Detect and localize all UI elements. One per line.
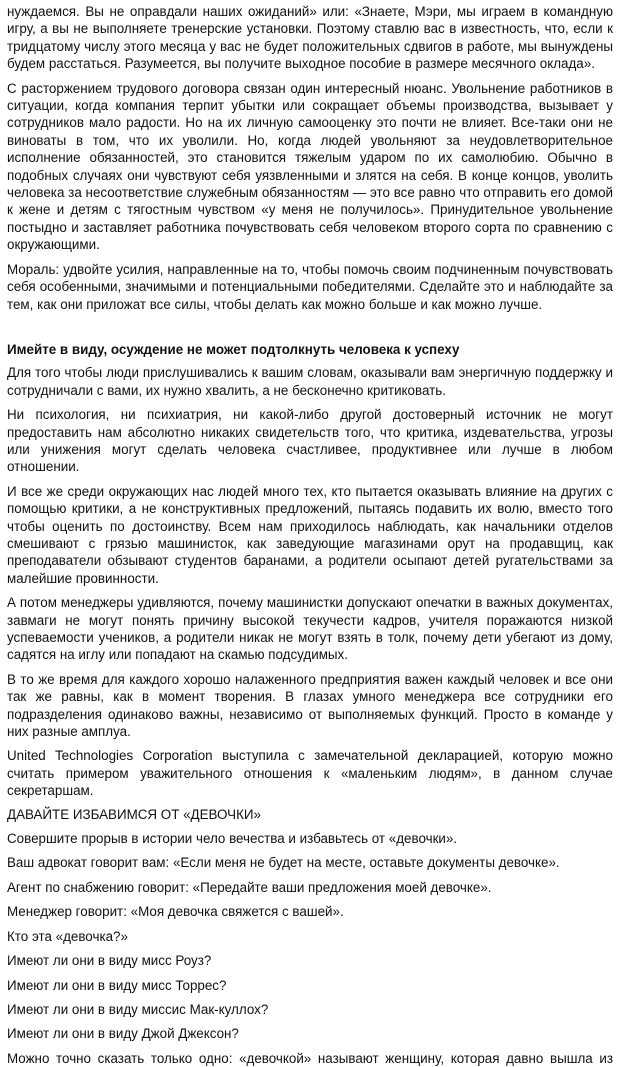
line: Имеют ли они в виду миссис Мак-куллох? — [7, 1001, 269, 1017]
section-heading: Имейте в виду, осуждение не может подтолкнуть человека к успеху — [7, 341, 460, 357]
line: Имеют ли они в виду мисс Роуз? — [7, 953, 212, 969]
line: Агент по снабжению говорит: «Передайте ваши предложения моей девочке». — [7, 879, 492, 895]
paragraph: В то же время для каждого хорошо налаженного предприятия важен каждый человек и все они так же равны, как в момент творения. В глазах умного менеджера все сотрудники его подразделения одинаково важны, независимо от выполняемых функций. Просто в команде у них разные амплуа. — [7, 671, 613, 740]
line: Кто эта «девочка?» — [7, 928, 128, 944]
paragraph: нуждаемся. Вы не оправдали наших ожиданий» или: «Знаете, Мэри, мы играем в командную игру, а вы не выполняете тренерские установки. Поэтому ставлю вас в известность, что, если к тридцатому числу этого месяца у вас не будет положительных сдвигов в работе, мы вынуждены будем расстаться. Разумеется, вы получите выходное пособие в размере месячного оклада». — [7, 4, 613, 72]
paragraph: И все же среди окружающих нас людей много тех, кто пытается оказывать влияние на других с помощью критики, а не конструктивных предложений, пытаясь подавить их волю, вместо того чтобы оценить по достоинству. Всем нам приходилось наблюдать, как начальники отделов смешивают с грязью машинисток, как заведующие магазинами орут на продавщиц, как преподаватели обзывают студентов баранами, а родители осыпают детей ругательствами за малейшие провинности. — [7, 483, 613, 586]
paragraph: С расторжением трудового договора связан один интересный нюанс. Увольнение работников в ситуации, когда компания терпит убытки или сокращает объемы производства, вызывает у сотрудников мало радости. Но на их личную самооценку это почти не влияет. Все-таки они не виноваты в том, что их уволили. Но, когда людей увольняют за неудовлетворительное исполнение обязанностей, это становится тяжелым ударом по их самолюбию. Обычно в подобных случаях они чувствуют себя уязвленными и злятся на себя. В конце концов, уволить человека за несоответствие служебным обязанностям — это все равно что отправить его домой к жене и детям с тягостным чувством «у меня не получилось». Принудительное увольнение постыдно и заставляет работника почувствовать себя человеком второго сорта по сравнению с окружающими. — [7, 80, 613, 253]
document-page — [7, 3, 613, 1067]
line: Имеют ли они в виду Джой Джексон? — [7, 1026, 239, 1042]
caps-heading: ДАВАЙТЕ ИЗБАВИМСЯ ОТ «ДЕВОЧКИ» — [7, 806, 261, 822]
paragraph: А потом менеджеры удивляются, почему машинистки допускают опечатки в важных документах, завмаги не могут понять причину высокой текучести кадров, учителя поражаются низкой успеваемости учеников, а родители никак не могут взять в толк, почему дети убегают из дому, садятся на иглу или попадают на скамью подсудимых. — [7, 595, 613, 663]
line: Имеют ли они в виду мисс Торрес? — [7, 977, 227, 993]
last-line: Можно точно сказать только одно: «девочкой» называют женщину, которая давно вышла из — [7, 1050, 613, 1066]
line: Менеджер говорит: «Моя девочка свяжется с вашей». — [7, 904, 344, 920]
paragraph: Ни психология, ни психиатрия, ни какой-либо другой достоверный источник не могут предоставить нам абсолютно никаких свидетельств того, что критика, издевательства, угрозы или унижения могут сделать человека счастливее, продуктивнее или лучше в любом отношении. — [7, 407, 613, 475]
line: Совершите прорыв в истории чело вечества и избавьтесь от «девочки». — [7, 831, 458, 847]
line: Ваш адвокат говорит вам: «Если меня не будет на месте, оставьте документы девочке». — [7, 855, 560, 871]
paragraph: Для того чтобы люди прислушивались к вашим словам, оказывали вам энергичную поддержку и сотрудничали с вами, их нужно хвалить, а не бесконечно критиковать. — [7, 365, 613, 398]
paragraph: United Technologies Corporation выступила с замечательной декларацией, которую можно считать примером уважительного отношения к «маленьким людям», в данном случае секретаршам. — [7, 748, 613, 799]
paragraph: Мораль: удвойте усилия, направленные на то, чтобы помочь своим подчиненным почувствовать себя особенными, значимыми и потенциальными победителями. Сделайте это и наблюдайте за тем, как они приложат все силы, чтобы делать как можно больше и как можно лучше. — [7, 261, 613, 312]
